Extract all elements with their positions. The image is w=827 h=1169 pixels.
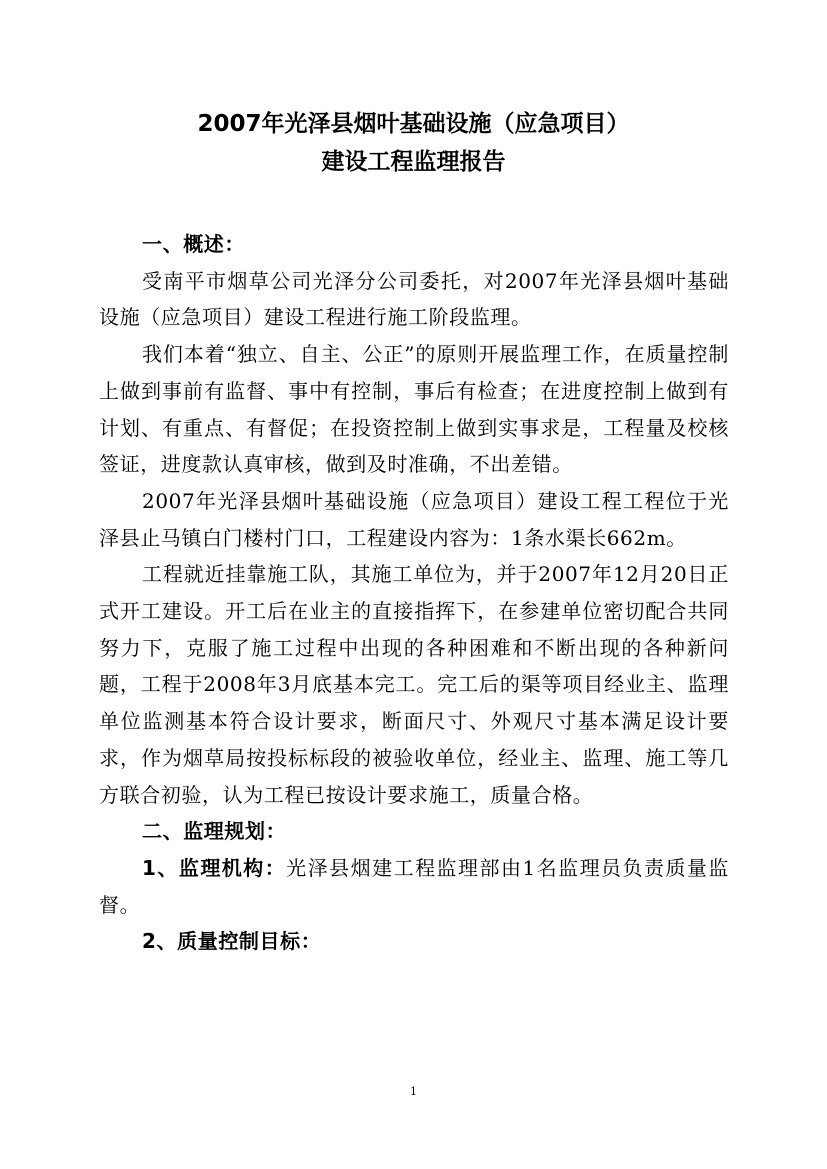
document-title-line1: 2007年光泽县烟叶基础设施（应急项目）: [197, 111, 630, 137]
section2-item-1: [99, 850, 729, 923]
document-body: [99, 226, 729, 960]
section1-heading: 一、概述：: [142, 232, 245, 256]
section2-item-2-label: 2、质量控制目标：: [142, 929, 322, 954]
section2-item-1-text: 光泽县烟建工程监理部由1名监理员负责质量监督。: [99, 855, 730, 917]
section2-heading: 二、监理规划：: [142, 819, 287, 844]
section1-paragraph-3: 2007年光泽县烟叶基础设施（应急项目）建设工程工程位于光泽县止马镇白门楼村门口，工程建设内容为：1条水渠长662m。: [99, 488, 729, 550]
document-title-line2: 建设工程监理报告: [321, 149, 506, 175]
section2-item-2: [99, 923, 729, 960]
page-number: 1: [410, 1085, 417, 1098]
section1-paragraph-1: 受南平市烟草公司光泽分公司委托，对2007年光泽县烟叶基础设施（应急项目）建设工程进行施工阶段监理。: [99, 268, 729, 330]
section1-paragraph-2: 我们本着“独立、自主、公正”的原则开展监理工作，在质量控制上做到事前有监督、事中有控制，事后有检查；在进度控制上做到有计划、有重点、有督促；在投资控制上做到实事求是，工程量及校核签证，进度款认真审核，做到及时准确，不出差错。: [99, 342, 729, 477]
section1-paragraph-4: 工程就近挂靠施工队，其施工单位为，并于2007年12月20日正式开工建设。开工后在业主的直接指挥下，在参建单位密切配合共同努力下，克服了施工过程中出现的各种困难和不断出现的各种新问题，工程于2008年3月底基本完工。完工后的渠等项目经业主、监理单位监测基本符合设计要求，断面尺寸、外观尺寸基本满足设计要求，作为烟草局按投标标段的被验收单位，经业主、监理、施工等几方联合初验，认为工程已按设计要求施工，质量合格。: [99, 562, 729, 807]
section2-item-1-label: 1、监理机构：: [142, 855, 287, 880]
